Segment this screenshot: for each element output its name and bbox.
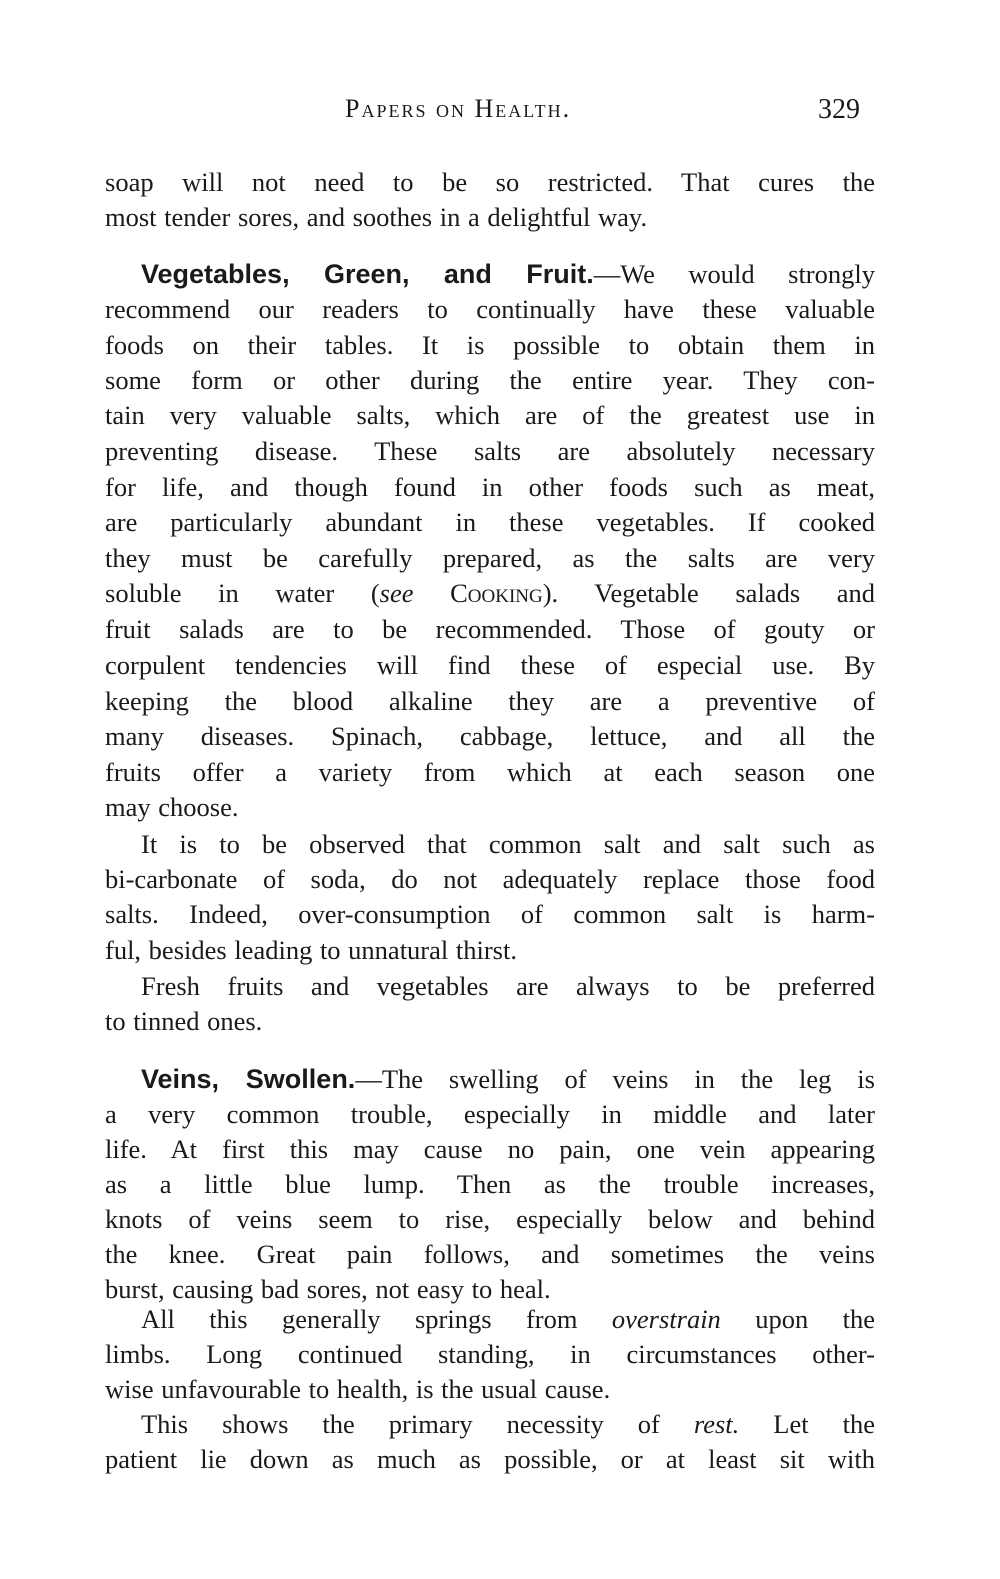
text-segment: to tinned ones. xyxy=(105,1006,263,1036)
text-line xyxy=(105,613,875,645)
text-line xyxy=(105,329,875,361)
text-segment: patient lie down as much as possible, or at least sit with xyxy=(105,1444,875,1474)
section-heading: Vegetables, Green, and Fruit. xyxy=(141,259,594,289)
text-segment: knots of veins seem to rise, especially below and behind xyxy=(105,1204,875,1234)
text-line xyxy=(105,166,875,198)
text-line xyxy=(105,258,875,290)
text-segment: fruit salads are to be recommended. Those of gouty or xyxy=(105,614,875,644)
text-line xyxy=(105,1098,875,1130)
text-line xyxy=(105,471,875,503)
text-segment: they must be carefully prepared, as the salts are very xyxy=(105,543,875,573)
text-segment: some form or other during the entire year. They con- xyxy=(105,365,875,395)
text-line xyxy=(105,1303,875,1335)
text-line xyxy=(105,791,875,823)
italic-text: see xyxy=(379,578,414,608)
text-segment: ). Vegetable salads and xyxy=(542,578,876,608)
text-line xyxy=(105,863,875,895)
text-line xyxy=(105,970,875,1002)
text-line xyxy=(105,542,875,574)
text-segment: burst, causing bad sores, not easy to heal. xyxy=(105,1274,551,1304)
text-segment: Let the xyxy=(739,1409,875,1439)
text-line xyxy=(105,1238,875,1270)
text-line xyxy=(105,201,875,233)
text-line xyxy=(105,934,875,966)
text-segment: —The swelling of veins in the leg is xyxy=(355,1064,875,1094)
text-line xyxy=(105,506,875,538)
text-segment: bi-carbonate of soda, do not adequately replace those food xyxy=(105,864,875,894)
text-line xyxy=(105,1005,875,1037)
text-segment: tain very valuable salts, which are of the greatest use in xyxy=(105,400,875,430)
text-segment: as a little blue lump. Then as the trouble increases, xyxy=(105,1169,875,1199)
text-segment: upon the xyxy=(720,1304,876,1334)
text-line xyxy=(105,364,875,396)
text-segment: preventing disease. These salts are absolutely necessary xyxy=(105,436,875,466)
italic-text: rest. xyxy=(693,1409,740,1439)
text-segment: a very common trouble, especially in middle and later xyxy=(105,1099,875,1129)
running-title: Papers on Health. xyxy=(345,94,572,123)
text-line xyxy=(105,756,875,788)
text-segment: recommend our readers to continually have these valuable xyxy=(105,294,875,324)
text-segment: life. At first this may cause no pain, one vein appearing xyxy=(105,1134,875,1164)
text-segment: —We would strongly xyxy=(593,259,875,289)
text-segment: the knee. Great pain follows, and sometimes the veins xyxy=(105,1239,875,1269)
text-line xyxy=(105,1373,875,1405)
text-segment: salts. Indeed, over-consumption of common salt is harm- xyxy=(105,899,875,929)
text-segment: soap will not need to be so restricted. That cures the xyxy=(105,167,875,197)
text-segment: Fresh fruits and vegetables are always to be preferred xyxy=(141,971,875,1001)
text-segment: It is to be observed that common salt and salt such as xyxy=(141,829,875,859)
text-line xyxy=(105,649,875,681)
text-line xyxy=(105,1443,875,1475)
text-segment xyxy=(414,578,451,608)
text-line xyxy=(105,1203,875,1235)
text-line xyxy=(105,293,875,325)
text-line xyxy=(105,1408,875,1440)
page-number: 329 xyxy=(818,94,860,125)
text-segment: for life, and though found in other foods such as meat, xyxy=(105,472,875,502)
text-segment: may choose. xyxy=(105,792,239,822)
text-segment: wise unfavourable to health, is the usual cause. xyxy=(105,1374,611,1404)
text-line xyxy=(105,1063,875,1095)
small-caps-text: Cooking xyxy=(450,578,543,608)
text-line xyxy=(105,399,875,431)
text-segment: ful, besides leading to unnatural thirst. xyxy=(105,935,517,965)
text-line xyxy=(105,828,875,860)
text-segment: keeping the blood alkaline they are a preventive of xyxy=(105,686,875,716)
text-segment: foods on their tables. It is possible to obtain them in xyxy=(105,330,875,360)
text-line xyxy=(105,577,875,609)
text-line xyxy=(105,898,875,930)
text-line xyxy=(105,1133,875,1165)
text-line xyxy=(105,1168,875,1200)
text-segment: many diseases. Spinach, cabbage, lettuce, and all the xyxy=(105,721,875,751)
text-segment: This shows the primary necessity of xyxy=(141,1409,694,1439)
italic-text: overstrain xyxy=(611,1304,721,1334)
text-segment: most tender sores, and soothes in a delightful way. xyxy=(105,202,648,232)
text-line xyxy=(105,1338,875,1370)
text-segment: are particularly abundant in these vegetables. If cooked xyxy=(105,507,875,537)
text-segment: corpulent tendencies will find these of especial use. By xyxy=(105,650,875,680)
section-heading: Veins, Swollen. xyxy=(141,1064,356,1094)
text-line xyxy=(105,720,875,752)
text-segment: All this generally springs from xyxy=(141,1304,612,1334)
text-line xyxy=(105,685,875,717)
text-segment: limbs. Long continued standing, in circumstances other- xyxy=(105,1339,875,1369)
text-segment: fruits offer a variety from which at each season one xyxy=(105,757,875,787)
text-line xyxy=(105,435,875,467)
text-line xyxy=(105,1273,875,1305)
text-segment: soluble in water ( xyxy=(105,578,380,608)
